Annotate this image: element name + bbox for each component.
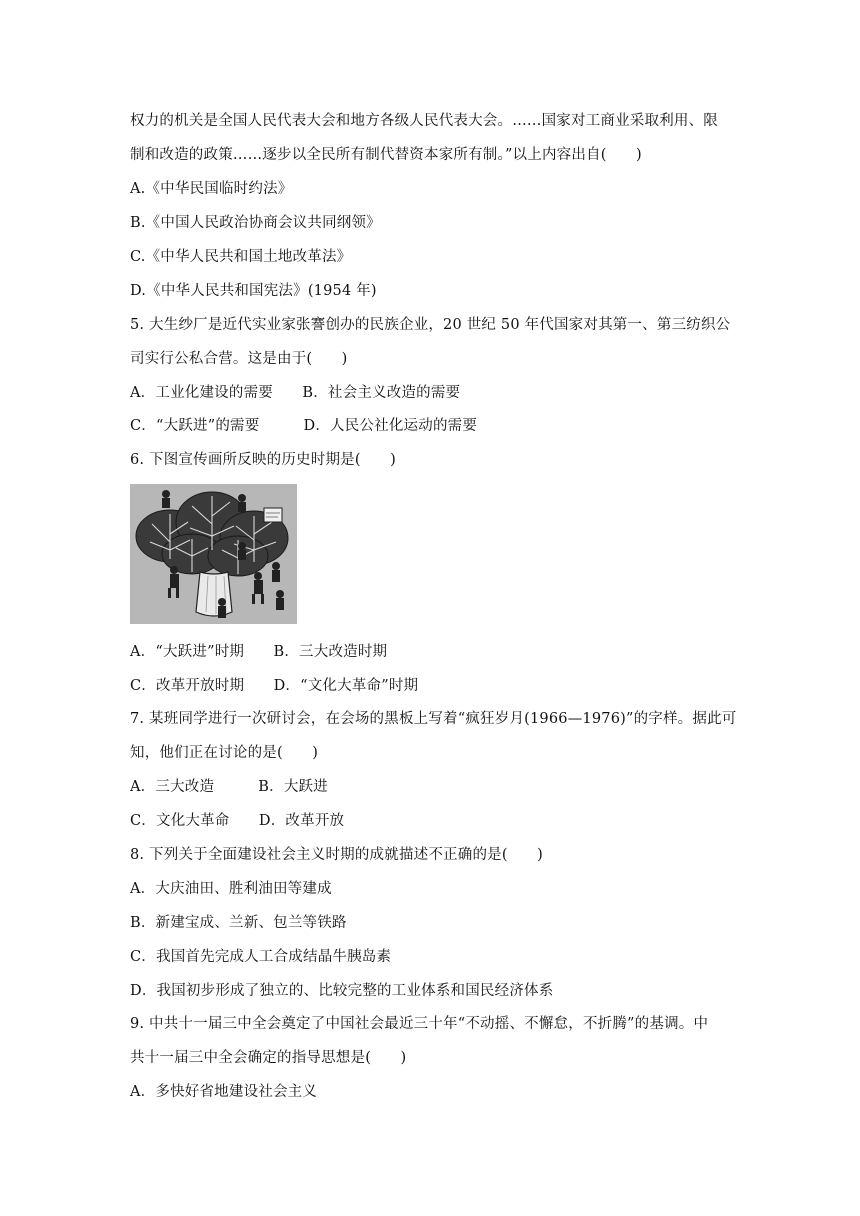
question-4-option-b: B.《中国人民政治协商会议共同纲领》: [130, 215, 381, 231]
question-8-option-b: B．新建宝成、兰新、包兰等铁路: [130, 915, 347, 931]
question-4-option-d: D.《中华人民共和国宪法》(1954 年): [130, 283, 377, 299]
question-6-options-cd: C．改革开放时期 D．“文化大革命”时期: [130, 678, 419, 694]
question-6-stem: 6. 下图宣传画所反映的历史时期是( ): [130, 452, 396, 468]
question-5-options-cd: C．“大跃进”的需要 D．人民公社化运动的需要: [130, 418, 478, 434]
question-7-options-cd: C．文化大革命 D．改革开放: [130, 813, 345, 829]
question-8-option-a: A．大庆油田、胜利油田等建成: [130, 881, 332, 897]
question-4-option-c: C.《中华人民共和国土地改革法》: [130, 249, 352, 265]
question-9-stem-line-1: 9. 中共十一届三中全会奠定了中国社会最近三十年“不动摇、不懈怠，不折腾”的基调。中: [130, 1016, 709, 1032]
question-4-stem-line-1: 权力的机关是全国人民代表大会和地方各级人民代表大会。……国家对工商业采取利用、限: [130, 113, 718, 129]
question-7-stem-line-1: 7. 某班同学进行一次研讨会，在会场的黑板上写着“疯狂岁月(1966—1976)”的字样。据此可: [130, 711, 737, 727]
question-8-stem: 8. 下列关于全面建设社会主义时期的成就描述不正确的是( ): [130, 847, 543, 863]
question-9-stem-line-2: 共十一届三中全会确定的指导思想是( ): [130, 1050, 407, 1066]
question-9-option-a: A．多快好省地建设社会主义: [130, 1084, 318, 1100]
question-4-option-a: A.《中华民国临时约法》: [130, 181, 293, 197]
question-6-options-ab: A．“大跃进”时期 B．三大改造时期: [130, 644, 388, 660]
question-4-stem-line-2: 制和改造的政策……逐步以全民所有制代替资本家所有制。”以上内容出自( ): [130, 147, 642, 163]
question-5-options-ab: A．工业化建设的需要 B．社会主义改造的需要: [130, 385, 461, 401]
question-8-option-d: D．我国初步形成了独立的、比较完整的工业体系和国民经济体系: [130, 983, 554, 999]
question-5-stem-line-2: 司实行公私合营。这是由于( ): [130, 351, 348, 367]
question-5-stem-line-1: 5. 大生纱厂是近代实业家张謇创办的民族企业，20 世纪 50 年代国家对其第一、第三纺织公: [130, 317, 731, 333]
question-7-stem-line-2: 知，他们正在讨论的是( ): [130, 745, 319, 761]
propaganda-poster-image: [130, 484, 297, 624]
question-7-options-ab: A．三大改造 B．大跃进: [130, 779, 328, 795]
question-8-option-c: C．我国首先完成人工合成结晶牛胰岛素: [130, 949, 392, 965]
